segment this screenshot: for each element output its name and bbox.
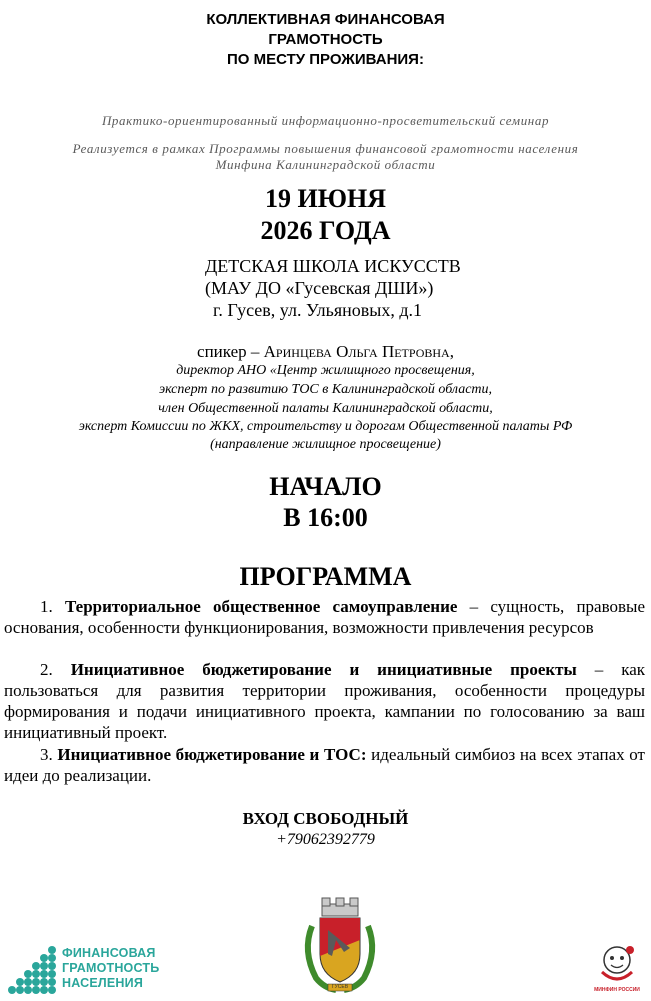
seminar-type: Практико-ориентированный информационно-просветительский семинар bbox=[101, 113, 550, 128]
crest-ribbon-label: ГУСЕВ bbox=[331, 984, 349, 990]
logo-line-2: ГРАМОТНОСТЬ bbox=[62, 961, 160, 975]
item-text: – как пользоваться для развития территории проживания, особенности процедуры формирования и подачи инициативного проекта, кампании по голосованию за ваш инициативный проект. bbox=[4, 660, 645, 742]
item-number: 1. bbox=[40, 597, 53, 616]
venue-name: ДЕТСКАЯ ШКОЛА ИСКУССТВ bbox=[205, 256, 461, 276]
start-line-2: В 16:00 bbox=[283, 503, 368, 532]
program-title: ПРОГРАММА bbox=[239, 562, 412, 591]
program-note-line-2: Минфина Калининградской области bbox=[215, 157, 436, 172]
item-heading: Инициативное бюджетирование и инициативные проекты bbox=[70, 660, 577, 679]
item-heading: Инициативное бюджетирование и ТОС: bbox=[57, 745, 367, 764]
speaker-role-4: эксперт Комиссии по ЖКХ, строительству и дорогам Общественной палаты РФ bbox=[78, 419, 573, 434]
venue-org: (МАУ ДО «Гусевская ДШИ») bbox=[205, 278, 434, 298]
program-item-3 bbox=[4, 744, 645, 786]
minfin-logo-text: МИНФИН РОССИИ bbox=[594, 987, 640, 993]
contact-phone: +79062392779 bbox=[276, 831, 375, 848]
item-text: – сущность, правовые основания, особенности функционирования, возможности привлечения ресурсов bbox=[4, 597, 645, 637]
date-line-1: 19 ИЮНЯ bbox=[265, 184, 386, 213]
financial-literacy-logo bbox=[8, 944, 168, 994]
logo-text bbox=[62, 946, 159, 991]
title-line-1: КОЛЛЕКТИВНАЯ ФИНАНСОВАЯ bbox=[206, 11, 445, 28]
speaker-line bbox=[0, 341, 651, 363]
gusev-coat-of-arms bbox=[298, 896, 382, 996]
logo-line-3: НАСЕЛЕНИЯ bbox=[62, 976, 144, 990]
program-note-line-1: Реализуется в рамках Программы повышения финансовой грамотности населения bbox=[72, 141, 579, 156]
item-text: идеальный симбиоз на всех этапах от идеи до реализации. bbox=[4, 745, 645, 785]
item-number: 3. bbox=[40, 745, 53, 764]
speaker-name: Аринцева Ольга Петровна bbox=[263, 342, 450, 361]
speaker-prefix: спикер – bbox=[197, 342, 264, 361]
program-item-1 bbox=[4, 596, 645, 638]
speaker-role-1: директор АНО «Центр жилищного просвещения, bbox=[176, 363, 475, 378]
minfin-logo bbox=[594, 942, 640, 996]
speaker-role-2: эксперт по развитию ТОС в Калининградской области, bbox=[158, 382, 493, 397]
dots-logo-icon bbox=[8, 944, 60, 994]
speaker-suffix: , bbox=[449, 342, 454, 361]
event-title bbox=[0, 10, 651, 70]
program-note bbox=[0, 141, 651, 173]
free-entry: ВХОД СВОБОДНЫЙ bbox=[242, 809, 409, 828]
speaker-role-5: (направление жилищное просвещение) bbox=[210, 437, 441, 452]
speaker-role-3: член Общественной палаты Калининградской области, bbox=[158, 401, 493, 416]
program-item-2 bbox=[4, 659, 645, 743]
minfin-mascot-icon bbox=[594, 942, 640, 988]
coat-of-arms-icon bbox=[298, 896, 382, 996]
start-line-1: НАЧАЛО bbox=[269, 472, 382, 501]
item-number: 2. bbox=[40, 660, 53, 679]
title-line-3: ПО МЕСТУ ПРОЖИВАНИЯ: bbox=[227, 51, 424, 68]
title-line-2: ГРАМОТНОСТЬ bbox=[268, 31, 383, 48]
logo-line-1: ФИНАНСОВАЯ bbox=[62, 946, 156, 960]
venue-address: г. Гусев, ул. Ульяновых, д.1 bbox=[213, 300, 423, 320]
event-date bbox=[0, 183, 651, 247]
date-line-2: 2026 ГОДА bbox=[260, 216, 391, 245]
item-heading: Территориальное общественное самоуправление bbox=[64, 597, 458, 616]
start-time bbox=[0, 471, 651, 533]
